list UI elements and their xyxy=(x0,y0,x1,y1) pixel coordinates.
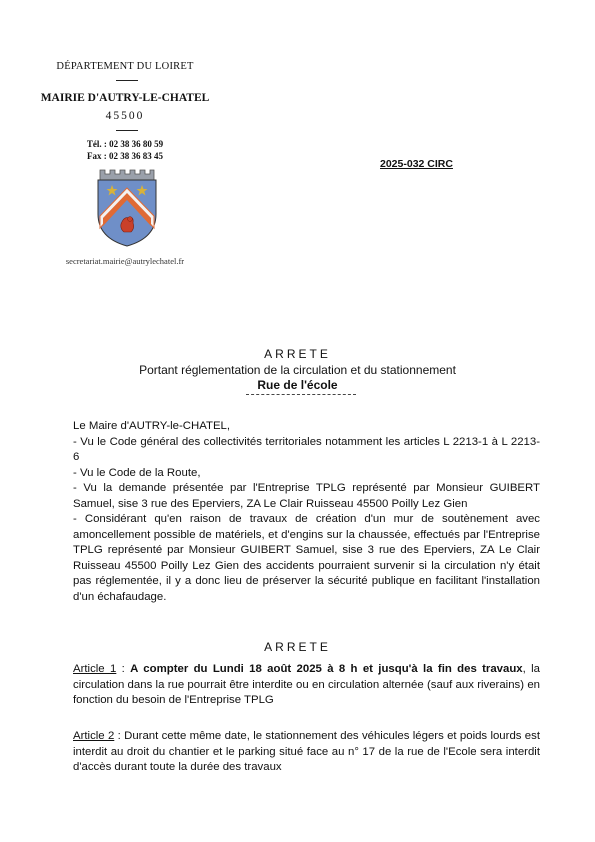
article-1-label: Article 1 xyxy=(73,663,117,675)
divider xyxy=(116,130,138,131)
telephone: Tél. : 02 38 36 80 59 xyxy=(86,139,164,149)
coat-of-arms-logo xyxy=(94,166,160,248)
preamble xyxy=(73,419,540,605)
dashed-divider xyxy=(246,394,356,395)
document-subject: Portant réglementation de la circulation et du stationnement xyxy=(139,363,456,377)
fax: Fax : 02 38 36 83 45 xyxy=(87,151,163,161)
preamble-line: - Considérant qu'en raison de travaux de création d'un mur de soutènement avec amoncellement possible de matériels, et d'engins sur la chaussée, effectués par l'Entreprise TPLG représenté par Monsieur GUIBERT Samuel, sise 3 rue des Eperviers, ZA Le Clair Ruisseau 45500 Poilly Lez Gien des accidents pourraient survenir si la circulation n'y était pas réglementée, il y a donc lieu de préserver la sécurité publique en facilitant l'installation d'un échafaudage. xyxy=(73,513,540,603)
article-2 xyxy=(73,729,540,776)
article-1 xyxy=(73,662,540,709)
article-separator: : xyxy=(114,730,125,742)
street-name: Rue de l'école xyxy=(257,378,338,392)
decision-heading: ARRETE xyxy=(264,640,331,654)
article-2-label: Article 2 xyxy=(73,730,115,742)
email-link[interactable]: secretariat.mairie@autrylechatel.fr xyxy=(65,256,185,266)
preamble-line: Le Maire d'AUTRY-le-CHATEL, xyxy=(73,420,231,432)
department-name: DÉPARTEMENT DU LOIRET xyxy=(56,61,194,72)
preamble-line: - Vu la demande présentée par l'Entreprise TPLG représenté par Monsieur GUIBERT Samuel, sise 3 rue des Eperviers, ZA Le Clair Ruisseau 45500 Poilly Lez Gien xyxy=(73,482,540,510)
article-1-date: A compter du Lundi 18 août 2025 à 8 h et jusqu'à la fin des travaux xyxy=(130,663,523,675)
document-title: ARRETE xyxy=(264,347,331,361)
article-1-text: , la circulation dans la rue pourrait être interdite ou en circulation alternée (sauf aux riverains) en fonction du besoin de l'Entreprise TPLG xyxy=(73,663,541,706)
article-2-text: Durant cette même date, le stationnement des véhicules légers et poids lourds est interdit au droit du chantier et le parking situé face au n° 17 de la rue de l'Ecole sera interdit d'accès durant toute la durée des travaux xyxy=(73,730,540,773)
document-reference: 2025-032 CIRC xyxy=(380,158,453,170)
mairie-name: MAIRIE D'AUTRY-LE-CHATEL xyxy=(40,92,210,104)
preamble-line: - Vu le Code général des collectivités territoriales notamment les articles L 2213-1 à L 2213-6 xyxy=(73,435,540,463)
article-separator: : xyxy=(116,663,131,675)
preamble-line: - Vu le Code de la Route, xyxy=(73,466,201,479)
postcode: 45500 xyxy=(105,110,145,122)
divider xyxy=(116,80,138,81)
